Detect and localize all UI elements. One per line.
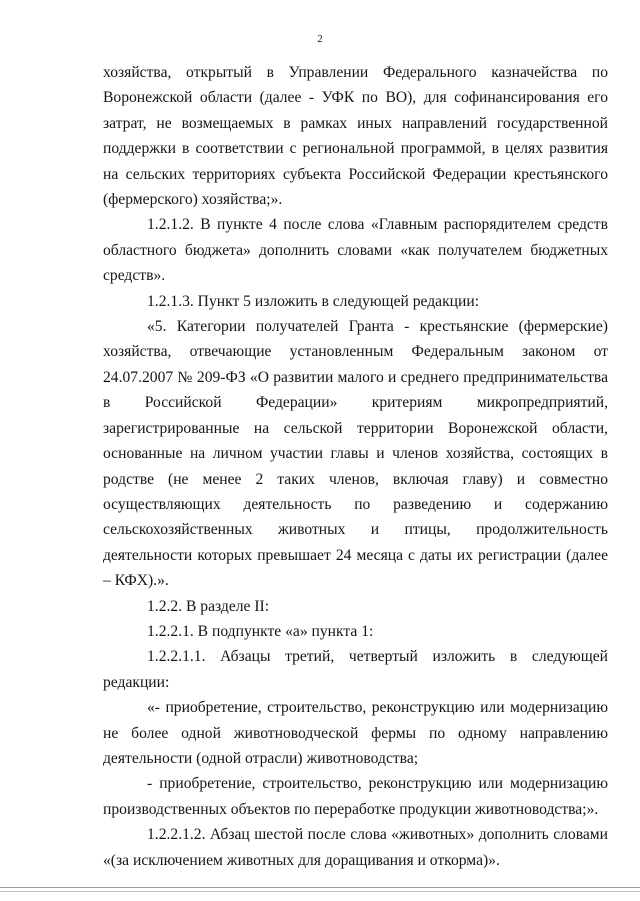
paragraph-quote-farm: «- приобретение, строительство, реконструкцию или модернизацию не более одной животноводческой фермы по одному направлению деятельности (одной отрасли) животноводства;: [103, 699, 608, 767]
paragraph-1-2-1-2: 1.2.1.2. В пункте 4 после слова «Главным распорядителем средств областного бюджета» дополнить словами «как получателем бюджетных средств».: [103, 216, 608, 285]
paragraph-1-2-2-1-1: 1.2.2.1.1. Абзацы третий, четвертый изложить в следующей редакции:: [103, 648, 608, 691]
paragraph-continuation: хозяйства, открытый в Управлении Федерального казначейства по Воронежской области (далее - УФК по ВО), для софинансирования его затрат, не возмещаемых в рамках иных направлений государственной поддержки в соответствии с региональной программой, в целях развития на сельских территориях субъекта Российской Федерации крестьянского (фермерского) хозяйства;».: [103, 64, 608, 209]
page-number: 2: [317, 33, 323, 45]
paragraph-1-2-1-3: 1.2.1.3. Пункт 5 изложить в следующей редакции:: [147, 292, 480, 310]
document-body: [103, 60, 608, 873]
paragraph-1-2-2: 1.2.2. В разделе II:: [147, 597, 270, 615]
scan-edge-line: [0, 891, 640, 892]
scan-edge-line: [0, 887, 640, 888]
paragraph-1-2-2-1: 1.2.2.1. В подпункте «а» пункта 1:: [147, 622, 374, 640]
paragraph-1-2-2-1-2: 1.2.2.1.2. Абзац шестой после слова «животных» дополнить словами «(за исключением животных для доращивания и откорма)».: [103, 826, 608, 869]
paragraph-quote-processing: - приобретение, строительство, реконструкцию или модернизацию производственных объектов по переработке продукции животноводства;».: [103, 775, 608, 818]
paragraph-item-5: «5. Категории получателей Гранта - крестьянские (фермерские) хозяйства, отвечающие установленным Федеральным законом от 24.07.2007 № 209-ФЗ «О развитии малого и среднего предпринимательства в Российской Федерации» критериям микропредприятий, зарегистрированные на сельской территории Воронежской области, основанные на личном участии главы и членов хозяйства, состоящих в родстве (не менее 2 таких членов, включая главу) и совместно осуществляющих деятельность по разведению и содержанию сельскохозяйственных животных и птицы, продолжительность деятельности которых превышает 24 месяца с даты их регистрации (далее – КФХ).».: [103, 318, 608, 590]
